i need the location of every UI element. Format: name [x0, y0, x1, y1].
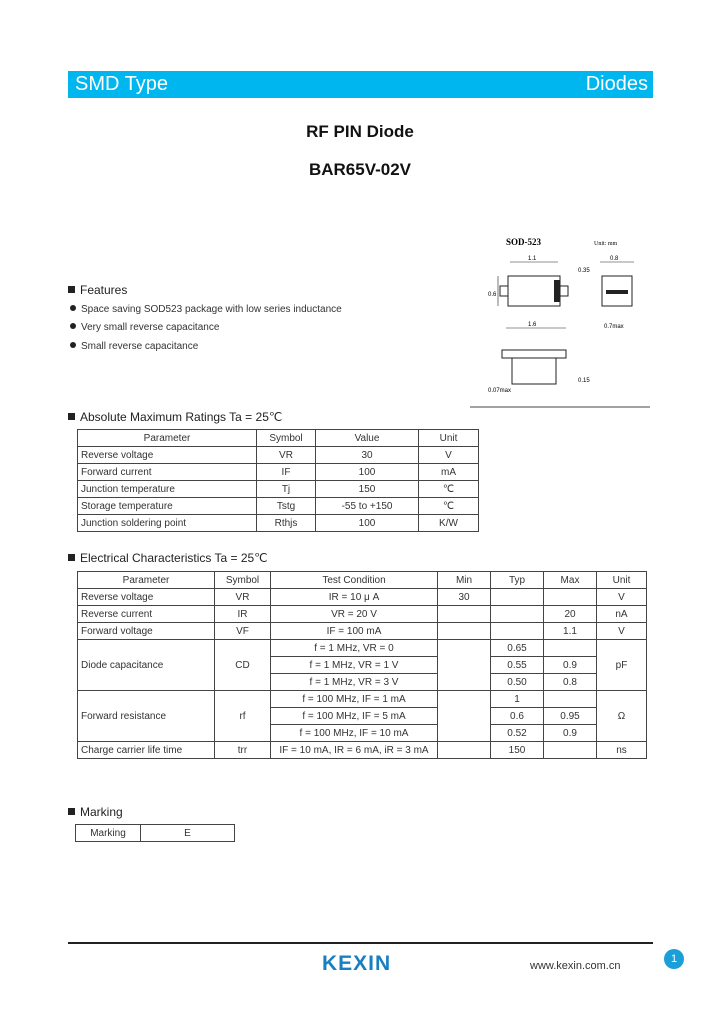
- cell: Reverse current: [78, 606, 215, 623]
- cell: Tj: [257, 481, 316, 498]
- cell: ns: [597, 742, 647, 759]
- cell: V: [597, 623, 647, 640]
- features-heading-text: Features: [80, 283, 128, 297]
- table-row: [78, 640, 647, 657]
- cell: V: [597, 589, 647, 606]
- bullet-square-icon: [68, 413, 75, 420]
- cell: IR = 10 μ A: [271, 589, 438, 606]
- cell: f = 100 MHz, IF = 10 mA: [271, 725, 438, 742]
- cell: [491, 623, 544, 640]
- feature-item: [70, 341, 198, 352]
- cell: f = 100 MHz, IF = 5 mA: [271, 708, 438, 725]
- cell: [544, 691, 597, 708]
- header-banner: [68, 71, 653, 98]
- elec-heading-text: Electrical Characteristics Ta = 25℃: [80, 551, 268, 565]
- abs-max-heading-text: Absolute Maximum Ratings Ta = 25℃: [80, 410, 283, 424]
- cell: K/W: [419, 515, 479, 532]
- table-row: [78, 464, 479, 481]
- package-name: SOD-523: [506, 237, 542, 247]
- cell: -55 to +150: [316, 498, 419, 515]
- col-header: Parameter: [78, 430, 257, 447]
- cell: ℃: [419, 498, 479, 515]
- cell: [491, 606, 544, 623]
- cell: Forward resistance: [78, 691, 215, 742]
- cell: VF: [215, 623, 271, 640]
- cell: 0.8: [544, 674, 597, 691]
- cell: [438, 691, 491, 742]
- cell: V: [419, 447, 479, 464]
- table-row: [78, 691, 647, 708]
- dim-a: 1.1: [528, 256, 537, 262]
- cell: Junction soldering point: [78, 515, 257, 532]
- cell: nA: [597, 606, 647, 623]
- marking-heading: [68, 805, 123, 819]
- cell: 20: [544, 606, 597, 623]
- cell: 0.9: [544, 725, 597, 742]
- cell: Ω: [597, 691, 647, 742]
- marking-table: [75, 824, 235, 842]
- col-header: Parameter: [78, 572, 215, 589]
- cell: Reverse voltage: [78, 589, 215, 606]
- bullet-square-icon: [68, 286, 75, 293]
- dim-h: 0.15: [578, 378, 590, 384]
- cell: 1: [491, 691, 544, 708]
- package-unit: Unit: mm: [594, 241, 618, 247]
- cell: 0.6: [491, 708, 544, 725]
- package-drawing: [470, 232, 650, 412]
- cell: Forward voltage: [78, 623, 215, 640]
- kexin-logo: KEXIN: [322, 952, 392, 975]
- cell: IF = 100 mA: [271, 623, 438, 640]
- col-header: Min: [438, 572, 491, 589]
- table-row: [78, 515, 479, 532]
- cell: 100: [316, 464, 419, 481]
- bullet-square-icon: [68, 808, 75, 815]
- cell: trr: [215, 742, 271, 759]
- table-row: [78, 623, 647, 640]
- cell: 0.52: [491, 725, 544, 742]
- cell: IF: [257, 464, 316, 481]
- table-header-row: [78, 430, 479, 447]
- cell: 0.50: [491, 674, 544, 691]
- col-header: Max: [544, 572, 597, 589]
- cell: VR: [257, 447, 316, 464]
- feature-text: Space saving SOD523 package with low series inductance: [81, 304, 342, 315]
- dim-g: 0.07max: [488, 388, 512, 394]
- cell: [544, 640, 597, 657]
- cell: CD: [215, 640, 271, 691]
- cell: mA: [419, 464, 479, 481]
- cell: 150: [316, 481, 419, 498]
- cell: [438, 606, 491, 623]
- dim-f: 0.7max: [604, 324, 624, 330]
- cell: 1.1: [544, 623, 597, 640]
- cell: 0.9: [544, 657, 597, 674]
- page-title: RF PIN Diode: [306, 122, 414, 141]
- cell: Forward current: [78, 464, 257, 481]
- table-row: [78, 606, 647, 623]
- cell: ℃: [419, 481, 479, 498]
- table-row: [78, 481, 479, 498]
- cell: 0.95: [544, 708, 597, 725]
- dim-e: 0.8: [610, 256, 619, 262]
- cell: [438, 623, 491, 640]
- table-row: [78, 589, 647, 606]
- cell: Junction temperature: [78, 481, 257, 498]
- cell: 30: [438, 589, 491, 606]
- cell: VR = 20 V: [271, 606, 438, 623]
- page-number: 1: [664, 949, 684, 969]
- header-right: Diodes: [585, 73, 648, 95]
- footer-divider: [68, 942, 653, 944]
- table-row: [78, 447, 479, 464]
- col-header: Test Condition: [271, 572, 438, 589]
- cell: Rthjs: [257, 515, 316, 532]
- table-row: [78, 498, 479, 515]
- cell: IR: [215, 606, 271, 623]
- header-left: SMD Type: [75, 73, 168, 95]
- col-header: Unit: [597, 572, 647, 589]
- col-header: Value: [316, 430, 419, 447]
- cell: [544, 742, 597, 759]
- abs-max-table: [77, 429, 479, 532]
- table-row: [78, 742, 647, 759]
- cell: IF = 10 mA, IR = 6 mA, iR = 3 mA: [271, 742, 438, 759]
- cell: 0.65: [491, 640, 544, 657]
- cell: Charge carrier life time: [78, 742, 215, 759]
- col-header: Symbol: [215, 572, 271, 589]
- footer-url[interactable]: www.kexin.com.cn: [530, 960, 621, 972]
- bullet-square-icon: [68, 554, 75, 561]
- abs-max-heading: [68, 410, 282, 424]
- elec-heading: [68, 551, 268, 565]
- cell: Tstg: [257, 498, 316, 515]
- part-number: BAR65V-02V: [308, 160, 412, 179]
- elec-table: [77, 571, 647, 759]
- feature-item: [70, 322, 219, 333]
- col-header: Typ: [491, 572, 544, 589]
- cell: pF: [597, 640, 647, 691]
- cell: 30: [316, 447, 419, 464]
- cell: 150: [491, 742, 544, 759]
- features-heading: [68, 283, 127, 297]
- feature-text: Small reverse capacitance: [81, 341, 199, 352]
- cell: Storage temperature: [78, 498, 257, 515]
- cell: f = 100 MHz, IF = 1 mA: [271, 691, 438, 708]
- cell: [491, 589, 544, 606]
- marking-heading-text: Marking: [80, 805, 123, 819]
- bullet-dot-icon: [70, 323, 76, 329]
- col-header: Unit: [419, 430, 479, 447]
- bullet-dot-icon: [70, 342, 76, 348]
- cell: 0.55: [491, 657, 544, 674]
- dim-b: 0.6: [488, 292, 497, 298]
- col-header: Symbol: [257, 430, 316, 447]
- table-header-row: [78, 572, 647, 589]
- cell: f = 1 MHz, VR = 0: [271, 640, 438, 657]
- cell: [544, 589, 597, 606]
- feature-item: [70, 304, 342, 315]
- cell: Reverse voltage: [78, 447, 257, 464]
- cell: [438, 742, 491, 759]
- table-row: [76, 825, 235, 842]
- cell: rf: [215, 691, 271, 742]
- cell: f = 1 MHz, VR = 1 V: [271, 657, 438, 674]
- feature-text: Very small reverse capacitance: [81, 322, 220, 333]
- dim-d: 1.6: [528, 322, 537, 328]
- cell: Diode capacitance: [78, 640, 215, 691]
- dim-c: 0.35: [578, 268, 590, 274]
- cell: f = 1 MHz, VR = 3 V: [271, 674, 438, 691]
- cell: Marking: [76, 825, 141, 842]
- cell: VR: [215, 589, 271, 606]
- cell: E: [141, 825, 235, 842]
- cell: [438, 640, 491, 691]
- bullet-dot-icon: [70, 305, 76, 311]
- cell: 100: [316, 515, 419, 532]
